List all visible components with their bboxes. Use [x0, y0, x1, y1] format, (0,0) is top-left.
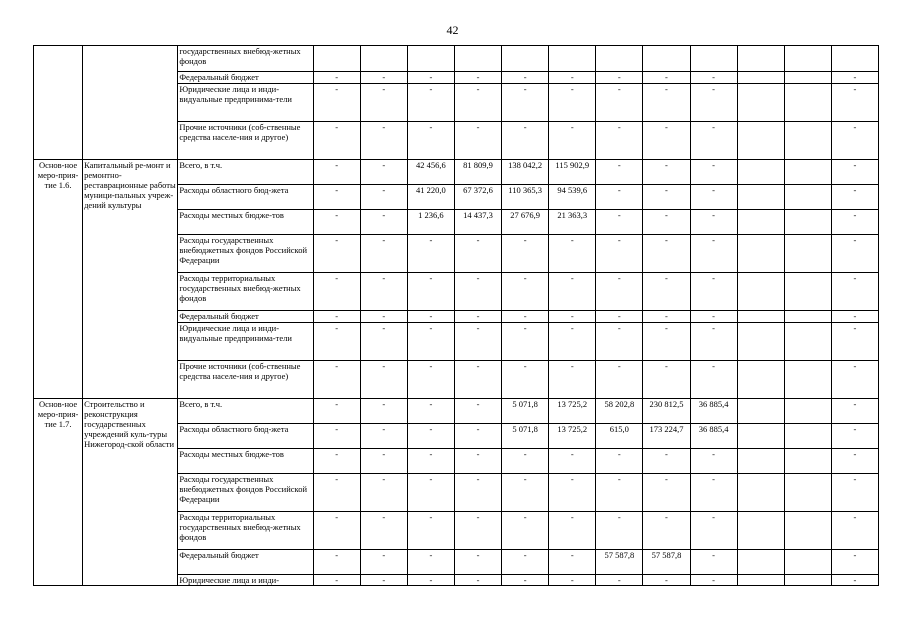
funding-source-cell: Юридические лица и инди-видуальные предпринима-тели — [178, 323, 313, 361]
activity-name-cell: Строительство и реконструкция государственных учреждений куль-туры Нижегород-ской области — [83, 399, 178, 586]
value-cell: - — [502, 512, 549, 550]
value-cell: - — [407, 424, 454, 449]
value-cell: - — [454, 84, 501, 122]
funding-source-cell: Всего, в т.ч. — [178, 160, 313, 185]
value-cell: - — [690, 449, 737, 474]
value-cell: 615,0 — [596, 424, 643, 449]
value-cell: - — [360, 122, 407, 160]
value-cell: - — [643, 361, 690, 399]
value-cell: - — [690, 160, 737, 185]
value-cell: - — [549, 235, 596, 273]
value-cell: - — [407, 575, 454, 586]
value-cell: - — [454, 575, 501, 586]
value-cell: - — [502, 474, 549, 512]
value-cell: 1 236,6 — [407, 210, 454, 235]
value-cell — [737, 361, 784, 399]
value-cell: - — [549, 323, 596, 361]
value-cell: 173 224,7 — [643, 424, 690, 449]
funding-source-cell: Федеральный бюджет — [178, 72, 313, 84]
funding-source-cell: Расходы областного бюд-жета — [178, 185, 313, 210]
value-cell: - — [360, 575, 407, 586]
value-cell: - — [643, 210, 690, 235]
value-cell: - — [831, 235, 878, 273]
value-cell: - — [313, 185, 360, 210]
value-cell: - — [596, 311, 643, 323]
value-cell — [784, 361, 831, 399]
value-cell: 81 809,9 — [454, 160, 501, 185]
value-cell: - — [690, 323, 737, 361]
value-cell: - — [690, 210, 737, 235]
value-cell: - — [596, 323, 643, 361]
value-cell: - — [313, 550, 360, 575]
value-cell: - — [643, 84, 690, 122]
value-cell: 58 202,8 — [596, 399, 643, 424]
value-cell: - — [313, 235, 360, 273]
budget-table — [33, 45, 879, 586]
value-cell — [784, 46, 831, 72]
funding-source-cell: Расходы местных бюдже-тов — [178, 210, 313, 235]
value-cell: - — [549, 512, 596, 550]
value-cell: - — [313, 449, 360, 474]
value-cell: - — [643, 512, 690, 550]
value-cell: - — [360, 399, 407, 424]
value-cell: - — [360, 361, 407, 399]
value-cell: - — [313, 122, 360, 160]
value-cell: - — [360, 185, 407, 210]
value-cell: - — [454, 449, 501, 474]
value-cell: 14 437,3 — [454, 210, 501, 235]
value-cell — [784, 311, 831, 323]
value-cell: - — [454, 424, 501, 449]
value-cell: - — [596, 575, 643, 586]
value-cell: - — [502, 323, 549, 361]
value-cell: - — [831, 122, 878, 160]
value-cell — [784, 273, 831, 311]
value-cell — [784, 399, 831, 424]
value-cell: - — [549, 273, 596, 311]
table-row — [34, 160, 879, 185]
value-cell — [784, 550, 831, 575]
value-cell: - — [502, 311, 549, 323]
value-cell: - — [407, 512, 454, 550]
value-cell: - — [407, 84, 454, 122]
value-cell: - — [360, 72, 407, 84]
value-cell: - — [690, 474, 737, 512]
value-cell: - — [360, 160, 407, 185]
value-cell: - — [454, 399, 501, 424]
value-cell — [737, 210, 784, 235]
value-cell: - — [831, 84, 878, 122]
value-cell: - — [313, 575, 360, 586]
value-cell: 57 587,8 — [596, 550, 643, 575]
value-cell: - — [407, 122, 454, 160]
value-cell — [784, 424, 831, 449]
value-cell: 13 725,2 — [549, 424, 596, 449]
value-cell: - — [502, 235, 549, 273]
value-cell: - — [502, 72, 549, 84]
value-cell: - — [502, 84, 549, 122]
funding-source-cell: Расходы местных бюдже-тов — [178, 449, 313, 474]
table-row — [34, 399, 879, 424]
value-cell — [690, 46, 737, 72]
value-cell: - — [596, 84, 643, 122]
value-cell — [737, 449, 784, 474]
value-cell — [596, 46, 643, 72]
value-cell — [831, 46, 878, 72]
value-cell: - — [407, 550, 454, 575]
value-cell: - — [690, 361, 737, 399]
value-cell: - — [831, 449, 878, 474]
value-cell — [737, 311, 784, 323]
value-cell — [360, 46, 407, 72]
value-cell: - — [643, 323, 690, 361]
value-cell: - — [454, 235, 501, 273]
value-cell: - — [690, 550, 737, 575]
value-cell: - — [549, 449, 596, 474]
value-cell — [737, 160, 784, 185]
value-cell: 138 042,2 — [502, 160, 549, 185]
value-cell: - — [407, 311, 454, 323]
value-cell — [737, 474, 784, 512]
value-cell: - — [454, 550, 501, 575]
value-cell: - — [690, 185, 737, 210]
value-cell: - — [596, 122, 643, 160]
value-cell: - — [407, 235, 454, 273]
value-cell: - — [407, 273, 454, 311]
value-cell: 57 587,8 — [643, 550, 690, 575]
value-cell: 230 812,5 — [643, 399, 690, 424]
value-cell: - — [360, 449, 407, 474]
value-cell: - — [596, 210, 643, 235]
funding-source-cell: Юридические лица и инди-видуальные предпринима-тели — [178, 84, 313, 122]
value-cell: - — [313, 311, 360, 323]
value-cell: - — [360, 512, 407, 550]
value-cell: - — [313, 361, 360, 399]
value-cell: 13 725,2 — [549, 399, 596, 424]
value-cell: - — [831, 424, 878, 449]
activity-cell: Основ-ное меро-прия-тие 1.7. — [34, 399, 83, 586]
value-cell — [643, 46, 690, 72]
value-cell: - — [360, 235, 407, 273]
value-cell: - — [454, 122, 501, 160]
value-cell: - — [313, 323, 360, 361]
value-cell: - — [549, 550, 596, 575]
value-cell — [737, 122, 784, 160]
value-cell: - — [360, 474, 407, 512]
value-cell: - — [596, 474, 643, 512]
value-cell: - — [596, 72, 643, 84]
value-cell: - — [596, 235, 643, 273]
value-cell: - — [313, 84, 360, 122]
value-cell: 110 365,3 — [502, 185, 549, 210]
value-cell: - — [596, 512, 643, 550]
value-cell: - — [643, 72, 690, 84]
value-cell: - — [549, 84, 596, 122]
value-cell: - — [454, 273, 501, 311]
value-cell: - — [502, 550, 549, 575]
activity-name-cell: Капитальный ре-монт и ремонтно-реставрационные работы муници-пальных учреж-дений культуры — [83, 160, 178, 399]
value-cell: - — [831, 512, 878, 550]
value-cell: - — [313, 273, 360, 311]
value-cell — [737, 84, 784, 122]
value-cell — [407, 46, 454, 72]
funding-source-cell: Расходы государственных внебюджетных фондов Российской Федерации — [178, 235, 313, 273]
value-cell — [784, 512, 831, 550]
value-cell — [784, 122, 831, 160]
value-cell: - — [690, 575, 737, 586]
funding-source-cell: государственных внебюд-жетных фондов — [178, 46, 313, 72]
value-cell: - — [643, 235, 690, 273]
value-cell — [784, 235, 831, 273]
funding-source-cell: Юридические лица и инди- — [178, 575, 313, 586]
value-cell: - — [360, 273, 407, 311]
value-cell: - — [407, 361, 454, 399]
value-cell: - — [549, 72, 596, 84]
value-cell: - — [831, 323, 878, 361]
value-cell — [549, 46, 596, 72]
value-cell: - — [643, 185, 690, 210]
value-cell: - — [549, 474, 596, 512]
value-cell: - — [831, 185, 878, 210]
value-cell — [784, 160, 831, 185]
value-cell: - — [313, 210, 360, 235]
value-cell — [737, 512, 784, 550]
value-cell: - — [643, 311, 690, 323]
value-cell: - — [313, 160, 360, 185]
value-cell: - — [831, 273, 878, 311]
value-cell: - — [502, 449, 549, 474]
value-cell: - — [831, 550, 878, 575]
funding-source-cell: Расходы областного бюд-жета — [178, 424, 313, 449]
value-cell — [784, 72, 831, 84]
value-cell: 5 071,8 — [502, 424, 549, 449]
value-cell: 27 676,9 — [502, 210, 549, 235]
value-cell: - — [502, 122, 549, 160]
value-cell: - — [831, 399, 878, 424]
activity-cell — [34, 46, 83, 160]
value-cell: - — [454, 323, 501, 361]
value-cell: - — [596, 361, 643, 399]
value-cell: - — [831, 72, 878, 84]
activity-name-cell — [83, 46, 178, 160]
value-cell — [784, 185, 831, 210]
value-cell: - — [643, 474, 690, 512]
value-cell: - — [549, 311, 596, 323]
value-cell — [737, 575, 784, 586]
funding-source-cell: Всего, в т.ч. — [178, 399, 313, 424]
value-cell: - — [831, 474, 878, 512]
value-cell — [313, 46, 360, 72]
value-cell: - — [831, 160, 878, 185]
value-cell: 115 902,9 — [549, 160, 596, 185]
value-cell — [784, 474, 831, 512]
value-cell: - — [690, 84, 737, 122]
funding-source-cell: Расходы территориальных государственных внебюд-жетных фондов — [178, 512, 313, 550]
funding-source-cell: Прочие источники (соб-ственные средства населе-ния и другое) — [178, 122, 313, 160]
value-cell: - — [690, 235, 737, 273]
value-cell: - — [831, 361, 878, 399]
funding-source-cell: Федеральный бюджет — [178, 550, 313, 575]
funding-source-cell: Расходы территориальных государственных внебюд-жетных фондов — [178, 273, 313, 311]
value-cell: - — [831, 575, 878, 586]
value-cell: - — [454, 474, 501, 512]
value-cell: - — [549, 122, 596, 160]
value-cell: - — [549, 361, 596, 399]
value-cell: - — [407, 474, 454, 512]
value-cell: - — [643, 273, 690, 311]
value-cell: - — [502, 575, 549, 586]
value-cell: - — [407, 449, 454, 474]
value-cell: - — [313, 424, 360, 449]
value-cell: - — [360, 84, 407, 122]
value-cell: - — [596, 449, 643, 474]
value-cell: - — [313, 399, 360, 424]
value-cell: - — [643, 575, 690, 586]
value-cell — [737, 399, 784, 424]
value-cell: - — [454, 512, 501, 550]
funding-source-cell: Расходы государственных внебюджетных фондов Российской Федерации — [178, 474, 313, 512]
value-cell — [737, 72, 784, 84]
value-cell — [737, 46, 784, 72]
funding-source-cell: Прочие источники (соб-ственные средства населе-ния и другое) — [178, 361, 313, 399]
value-cell — [737, 273, 784, 311]
value-cell: - — [360, 424, 407, 449]
value-cell: - — [407, 72, 454, 84]
value-cell: - — [360, 550, 407, 575]
value-cell — [784, 449, 831, 474]
value-cell: 67 372,6 — [454, 185, 501, 210]
value-cell: 41 220,0 — [407, 185, 454, 210]
value-cell: - — [643, 160, 690, 185]
value-cell: - — [360, 210, 407, 235]
value-cell: - — [407, 399, 454, 424]
value-cell — [784, 575, 831, 586]
value-cell: 21 363,3 — [549, 210, 596, 235]
value-cell: - — [690, 512, 737, 550]
value-cell — [454, 46, 501, 72]
value-cell: - — [313, 72, 360, 84]
value-cell: - — [502, 273, 549, 311]
value-cell: - — [313, 512, 360, 550]
value-cell: 36 885,4 — [690, 399, 737, 424]
funding-source-cell: Федеральный бюджет — [178, 311, 313, 323]
value-cell: - — [690, 122, 737, 160]
value-cell: 94 539,6 — [549, 185, 596, 210]
value-cell: - — [313, 474, 360, 512]
value-cell: - — [596, 273, 643, 311]
value-cell: - — [596, 160, 643, 185]
value-cell: 5 071,8 — [502, 399, 549, 424]
value-cell: - — [690, 311, 737, 323]
table-row — [34, 46, 879, 72]
value-cell: - — [596, 185, 643, 210]
value-cell — [737, 550, 784, 575]
value-cell: - — [454, 311, 501, 323]
value-cell: - — [643, 449, 690, 474]
value-cell — [737, 235, 784, 273]
value-cell: - — [643, 122, 690, 160]
value-cell — [737, 424, 784, 449]
value-cell: - — [831, 210, 878, 235]
value-cell: - — [831, 311, 878, 323]
value-cell: - — [502, 361, 549, 399]
value-cell: - — [549, 575, 596, 586]
activity-cell: Основ-ное меро-прия-тие 1.6. — [34, 160, 83, 399]
value-cell — [784, 323, 831, 361]
page-number: 42 — [446, 23, 459, 37]
value-cell: - — [690, 72, 737, 84]
value-cell: - — [454, 72, 501, 84]
value-cell — [737, 185, 784, 210]
value-cell — [784, 210, 831, 235]
value-cell: - — [360, 311, 407, 323]
value-cell: - — [360, 323, 407, 361]
value-cell: 36 885,4 — [690, 424, 737, 449]
value-cell — [502, 46, 549, 72]
value-cell: - — [407, 323, 454, 361]
value-cell: - — [690, 273, 737, 311]
value-cell — [737, 323, 784, 361]
value-cell: 42 456,6 — [407, 160, 454, 185]
value-cell: - — [454, 361, 501, 399]
value-cell — [784, 84, 831, 122]
